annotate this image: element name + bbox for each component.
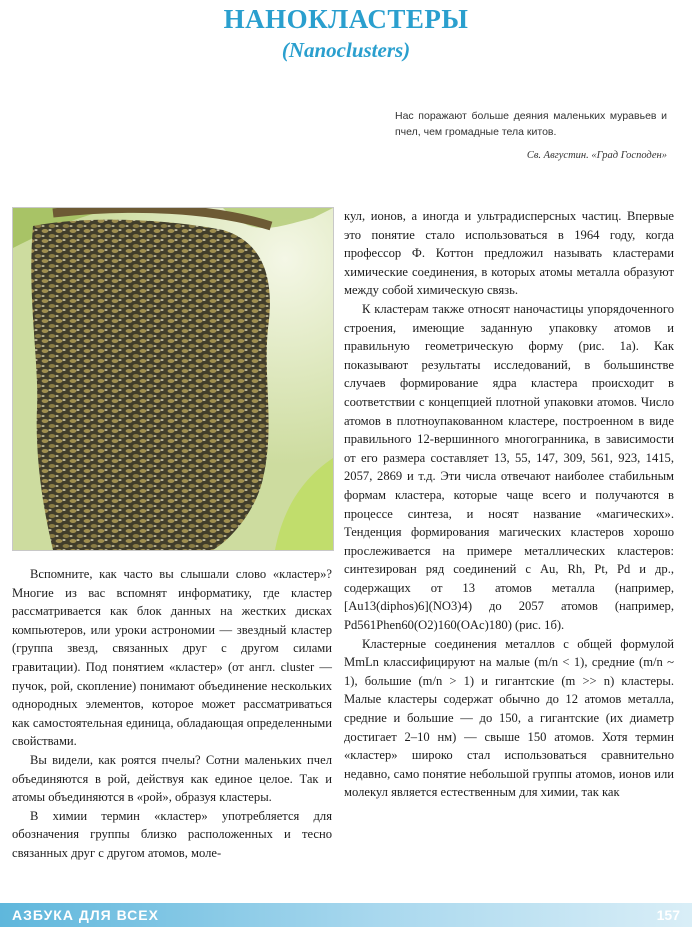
left-paragraph-3: В химии термин «кластер» употребляется для обозначения группы близко расположенных и тесно связанных друг с другом атомов, моле- bbox=[12, 808, 332, 860]
article-title: НАНОКЛАСТЕРЫ bbox=[223, 4, 469, 34]
page-number: 157 bbox=[656, 907, 680, 923]
series-name: АЗБУКА ДЛЯ ВСЕХ bbox=[12, 907, 159, 923]
bee-swarm-illustration bbox=[13, 208, 333, 550]
right-paragraph-1: кул, ионов, а иногда и ультрадисперсных частиц. Впервые это понятие стало использоваться в 1964 году, когда профессор Ф. Коттон предложил называть кластерами химические соединения, в которых атомы металла образуют между собой химическую связь. bbox=[344, 209, 674, 298]
epigraph-quote: Нас поражают больше деяния маленьких муравьев и пчел, чем громадные тела китов. bbox=[395, 110, 667, 138]
right-paragraph-2: К кластерам также относят наночастицы упорядоченного строения, имеющие заданную упаковку атомов и правильную геометрическую форму (рис. 1а). Как показывают результаты исследований, в большинстве случаев формирование ядра кластера происходит в соответствии с концепцией плотной упаковки атомов. Число атомов в плотноупакованном кластере, построенном в виде правильного 12-вершинного многогранника, в зависимости от его размера составляет 13, 55, 147, 309, 561, 923, 1415, 2057, 2869 и т.д. Эти числа отвечают наиболее стабильным формам кластера, которые чаще всего и получаются в процессе синтеза, и носят название «магических». Тенденция формирования магических кластеров хорошо прослеживается на примере металлических кластеров: синтезирован ряд соединений с Au, Rh, Pt, Pd и др., содержащих от 13 атомов металла (например, [Au13(diphos)6](NO3)4) до 2057 атомов (например, Pd561Phen60(O2)160(OAc)180) (рис. 1б). bbox=[344, 301, 674, 633]
right-paragraph-3: Кластерные соединения металлов с общей формулой MmLn классифицируют на малые (m/n < 1), средние (m/n ~ 1), большие (m/n > 1) и гигантские (m >> n) кластеры. Малые кластеры содержат обычно до 12 атомов металла, средние и большие — до 150, а гигантские (их диаметр достигает 2–10 нм) — свыше 150 атомов. Хотя термин «кластер» широко стал использоваться сравнительно недавно, само понятие небольшой группы атомов, ионов или молекул является естественным для химии, так как bbox=[344, 636, 674, 800]
bee-swarm-photo bbox=[12, 207, 334, 551]
left-paragraph-2: Вы видели, как роятся пчелы? Сотни маленьких пчел объединяются в рой, действуя как единое целое. Так и атомы объединяются в «рой», образуя кластеры. bbox=[12, 752, 332, 805]
right-column bbox=[344, 207, 674, 802]
epigraph-source: Св. Августин. «Град Господен» bbox=[526, 150, 667, 161]
left-column bbox=[12, 565, 332, 863]
article-subtitle: (Nanoclusters) bbox=[281, 38, 411, 62]
left-paragraph-1: Вспомните, как часто вы слышали слово «кластер»? Многие из вас вспомнят информатику, где кластер рассматривается как блок данных на жестких дисках компьютеров, или уроки астрономии — звездный кластер (группа звезд, связанных друг с другом силами гравитации). Под понятием «кластер» (от англ. cluster — пучок, рой, скопление) понимают объединение нескольких однородных элементов, которое может рассматриваться как самостоятельная единица, обладающая определенными свойствами. bbox=[12, 567, 332, 749]
footer-band bbox=[0, 903, 692, 927]
